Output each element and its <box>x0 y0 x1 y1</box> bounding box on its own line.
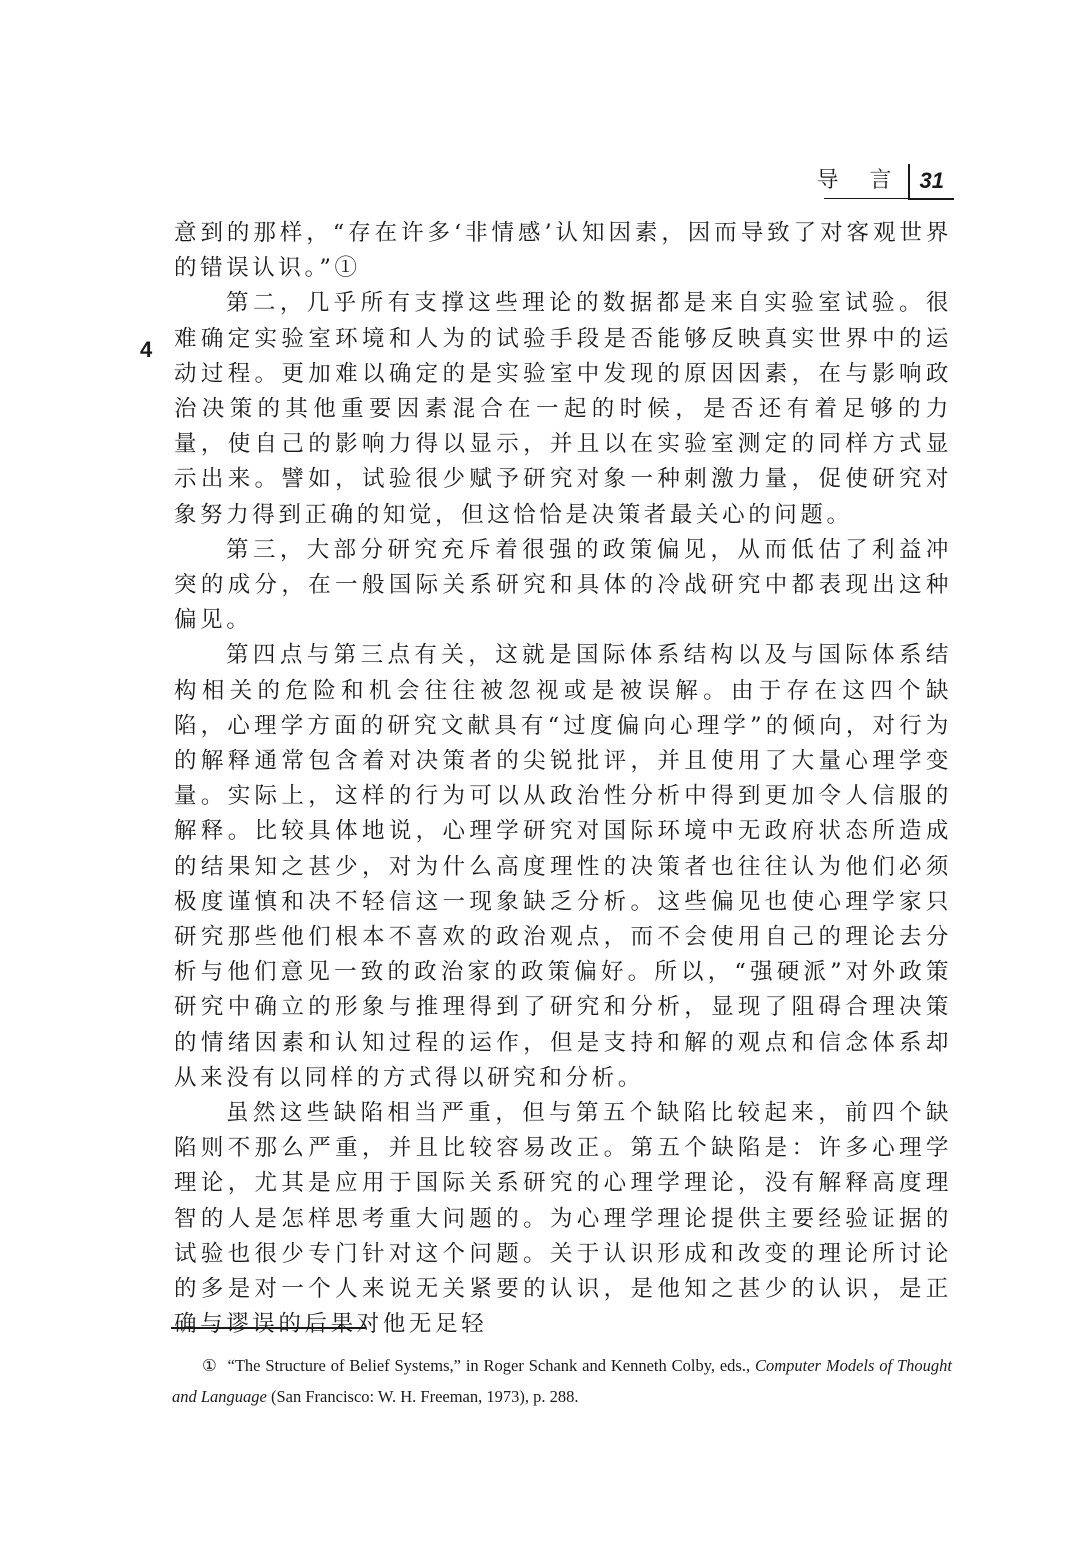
body-text <box>174 216 952 1343</box>
margin-number: 4 <box>140 337 153 362</box>
header-rule <box>824 198 950 199</box>
paragraph-fifth: 虽然这些缺陷相当严重，但与第五个缺陷比较起来，前四个缺陷则不那么严重，并且比较容易改正。第五个缺陷是：许多心理学理论，尤其是应用于国际关系研究的心理学理论，没有解释高度理智的人是怎样思考重大问题的。为心理学理论提供主要经验证据的试验也很少专门针对这个问题。关于认识形成和改变的理论所讨论的多是对一个人来说无关紧要的认识，是他知之甚少的认识，是正确与谬误的后果对他无足轻 <box>174 1100 952 1338</box>
footnote-book-title: Computer Models of Thought and Language <box>172 1356 952 1406</box>
running-header <box>817 163 954 200</box>
paragraph-second: 第二，几乎所有支撑这些理论的数据都是来自实验室试验。很难确定实验室环境和人为的试验手段是否能够反映真实世界中的运动过程。更加难以确定的是实验室中发现的原因因素，在与影响政治决策的其他重要因素混合在一起的时候，是否还有着足够的力量，使自己的影响力得以显示，并且以在实验室测定的同样方式显示出来。譬如，试验很少赋予研究对象一种刺激力量，促使研究对象努力得到正确的知觉，但这恰恰是决策者最关心的问题。 <box>174 290 952 528</box>
footnote-text-part2: (San Francisco: W. H. Freeman, 1973), p. 288. <box>266 1387 579 1406</box>
paragraph-third: 第三，大部分研究充斥着很强的政策偏见，从而低估了利益冲突的成分，在一般国际关系研究和具体的冷战研究中都表现出这种偏见。 <box>174 536 952 634</box>
paragraph-fourth: 第四点与第三点有关，这就是国际体系结构以及与国际体系结构相关的危险和机会往往被忽视或是被误解。由于存在这四个缺陷，心理学方面的研究文献具有“过度偏向心理学”的倾向，对行为的解释通常包含着对决策者的尖锐批评，并且使用了大量心理学变量。实际上，这样的行为可以从政治性分析中得到更加令人信服的解释。比较具体地说，心理学研究对国际环境中无政府状态所造成的结果知之甚少，对为什么高度理性的决策者也往往认为他们必须极度谨慎和决不轻信这一现象缺乏分析。这些偏见也使心理学家只研究那些他们根本不喜欢的政治观点，而不会使用自己的理论去分析与他们意见一致的政治家的政策偏好。所以，“强硬派”对外政策研究中确立的形象与推理得到了研究和分析，显现了阻碍合理决策的情绪因素和认知过程的运作，但是支持和解的观点和信念体系却从来没有以同样的方式得以研究和分析。 <box>174 642 952 1091</box>
paragraph-continued: 意到的那样，“存在许多‘非情感’认知因素，因而导致了对客观世界的错误认识。”① <box>174 220 952 282</box>
footnote-mark: ① <box>202 1356 218 1375</box>
footnote <box>172 1350 952 1412</box>
footnote-text-part1: “The Structure of Belief Systems,” in Roger Schank and Kenneth Colby, eds., <box>227 1356 755 1375</box>
footnote-rule <box>171 1327 365 1329</box>
page-number: 31 <box>908 164 954 200</box>
running-title: 导 言 <box>816 168 904 193</box>
